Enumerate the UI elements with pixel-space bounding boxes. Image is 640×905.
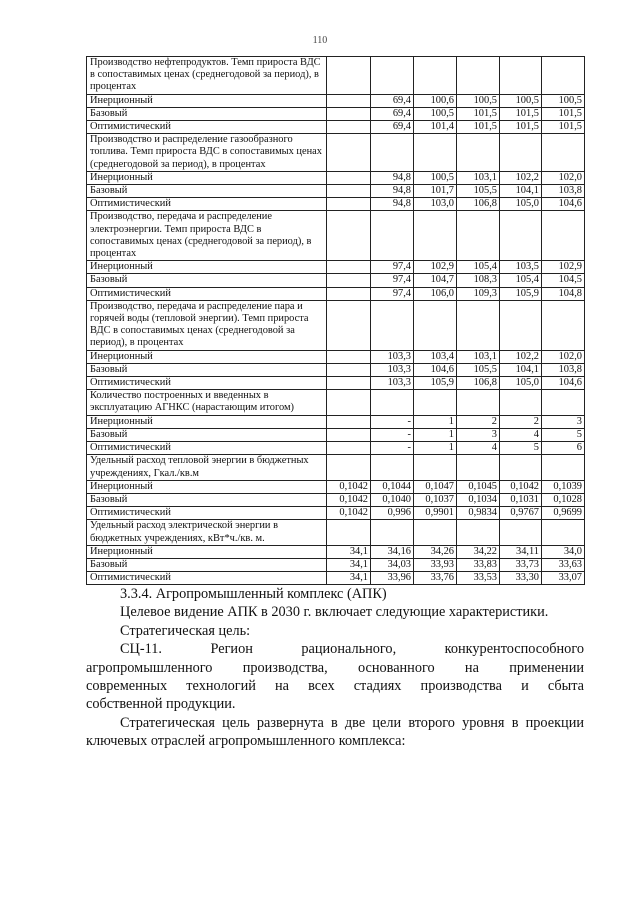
table-row — [87, 572, 585, 585]
value-cell: 103,1 — [457, 171, 500, 184]
value-cell: 101,4 — [414, 121, 457, 134]
value-cell: 102,2 — [500, 171, 542, 184]
intro-paragraph: Целевое видение АПК в 2030 г. включает следующие характеристики. — [120, 604, 549, 621]
value-cell: 101,5 — [542, 107, 585, 120]
empty-cell — [500, 211, 542, 261]
value-cell: - — [371, 415, 414, 428]
value-cell: 0,1042 — [327, 480, 371, 493]
value-cell: 34,11 — [500, 545, 542, 558]
section-heading: 3.3.4. Агропромышленный комплекс (АПК) — [120, 586, 387, 602]
table-row — [87, 363, 585, 376]
value-cell: 1 — [414, 415, 457, 428]
value-cell: 33,53 — [457, 572, 500, 585]
section-header-row — [87, 300, 585, 350]
row-label: Оптимистический — [87, 442, 327, 455]
value-cell: 1 — [414, 442, 457, 455]
value-cell: 6 — [542, 442, 585, 455]
value-cell: 94,8 — [371, 171, 414, 184]
value-cell: 104,6 — [542, 377, 585, 390]
row-label: Базовый — [87, 274, 327, 287]
value-cell: 105,0 — [500, 198, 542, 211]
section-header: Производство, передача и распределение электроэнергии. Темп прироста ВДС в сопоставимых ценах (среднегодовой за период), в процентах — [87, 211, 327, 261]
section-header-row — [87, 211, 585, 261]
value-cell: 0,1045 — [457, 480, 500, 493]
row-label: Инерционный — [87, 480, 327, 493]
value-cell: 5 — [542, 428, 585, 441]
value-cell: 106,8 — [457, 198, 500, 211]
value-cell: 102,2 — [500, 350, 542, 363]
section-header: Производство, передача и распределение пара и горячей воды (тепловой энергии). Темп прироста ВДС в сопоставимых ценах (среднегодовой за период), в процентах — [87, 300, 327, 350]
table-row — [87, 415, 585, 428]
value-cell: 103,0 — [414, 198, 457, 211]
value-cell: 104,7 — [414, 274, 457, 287]
value-cell: 69,4 — [371, 121, 414, 134]
empty-cell — [457, 57, 500, 95]
value-cell: 34,1 — [327, 545, 371, 558]
empty-cell — [542, 390, 585, 415]
value-cell: 0,9834 — [457, 507, 500, 520]
section-header-row — [87, 520, 585, 545]
empty-cell — [327, 390, 371, 415]
value-cell: 106,8 — [457, 377, 500, 390]
value-cell — [327, 261, 371, 274]
row-label: Оптимистический — [87, 377, 327, 390]
empty-cell — [500, 455, 542, 480]
value-cell: 104,6 — [414, 363, 457, 376]
value-cell: 34,26 — [414, 545, 457, 558]
value-cell — [327, 415, 371, 428]
value-cell: 0,1040 — [371, 493, 414, 506]
empty-cell — [414, 134, 457, 172]
empty-cell — [327, 455, 371, 480]
row-label: Инерционный — [87, 350, 327, 363]
value-cell: 33,76 — [414, 572, 457, 585]
table-row — [87, 121, 585, 134]
value-cell: 104,1 — [500, 363, 542, 376]
value-cell — [327, 121, 371, 134]
value-cell: 102,0 — [542, 350, 585, 363]
body-text — [86, 585, 584, 751]
empty-cell — [500, 390, 542, 415]
empty-cell — [457, 211, 500, 261]
empty-cell — [457, 455, 500, 480]
value-cell: 33,30 — [500, 572, 542, 585]
row-label: Базовый — [87, 558, 327, 571]
value-cell: 105,9 — [500, 287, 542, 300]
value-cell: 0,1047 — [414, 480, 457, 493]
value-cell: 33,83 — [457, 558, 500, 571]
value-cell: 33,73 — [500, 558, 542, 571]
section-header-row — [87, 455, 585, 480]
value-cell — [327, 107, 371, 120]
row-label: Базовый — [87, 363, 327, 376]
empty-cell — [371, 134, 414, 172]
empty-cell — [414, 57, 457, 95]
value-cell: 104,8 — [542, 287, 585, 300]
value-cell: 100,5 — [414, 171, 457, 184]
table-row — [87, 198, 585, 211]
section-header-row — [87, 134, 585, 172]
value-cell — [327, 350, 371, 363]
value-cell: 103,4 — [414, 350, 457, 363]
empty-cell — [414, 390, 457, 415]
value-cell: 101,5 — [457, 107, 500, 120]
section-header: Производство нефтепродуктов. Темп прироста ВДС в сопоставимых ценах (среднегодовой за период), в процентах — [87, 57, 327, 95]
row-label: Оптимистический — [87, 287, 327, 300]
empty-cell — [457, 520, 500, 545]
empty-cell — [500, 520, 542, 545]
row-label: Базовый — [87, 185, 327, 198]
value-cell: 3 — [457, 428, 500, 441]
value-cell: 1 — [414, 428, 457, 441]
empty-cell — [327, 57, 371, 95]
empty-cell — [542, 57, 585, 95]
value-cell — [327, 198, 371, 211]
value-cell: 0,1044 — [371, 480, 414, 493]
value-cell: 100,5 — [542, 94, 585, 107]
value-cell: - — [371, 442, 414, 455]
empty-cell — [542, 211, 585, 261]
section-header: Производство и распределение газообразного топлива. Темп прироста ВДС в сопоставимых ценах (среднегодовой за период), в процентах — [87, 134, 327, 172]
value-cell: 105,4 — [500, 274, 542, 287]
table-row — [87, 107, 585, 120]
value-cell: 103,1 — [457, 350, 500, 363]
value-cell: 97,4 — [371, 261, 414, 274]
row-label: Базовый — [87, 428, 327, 441]
empty-cell — [542, 300, 585, 350]
empty-cell — [327, 134, 371, 172]
empty-cell — [414, 211, 457, 261]
row-label: Оптимистический — [87, 198, 327, 211]
value-cell: 0,9901 — [414, 507, 457, 520]
value-cell: 2 — [500, 415, 542, 428]
page-number: 110 — [312, 35, 328, 46]
value-cell: 102,0 — [542, 171, 585, 184]
value-cell: 101,5 — [500, 121, 542, 134]
table-row — [87, 274, 585, 287]
value-cell — [327, 377, 371, 390]
section-header-row — [87, 57, 585, 95]
table-body — [87, 57, 585, 585]
empty-cell — [371, 300, 414, 350]
empty-cell — [327, 300, 371, 350]
value-cell: 105,9 — [414, 377, 457, 390]
empty-cell — [371, 211, 414, 261]
value-cell: 0,1039 — [542, 480, 585, 493]
value-cell: 3 — [542, 415, 585, 428]
section-header: Удельный расход тепловой энергии в бюджетных учреждениях, Гкал./кв.м — [87, 455, 327, 480]
value-cell: - — [371, 428, 414, 441]
table-row — [87, 493, 585, 506]
goal-line-4: собственной продукции. — [86, 696, 236, 713]
value-cell: 97,4 — [371, 287, 414, 300]
value-cell: 101,5 — [457, 121, 500, 134]
value-cell: 101,5 — [500, 107, 542, 120]
value-cell: 0,1042 — [500, 480, 542, 493]
row-label: Оптимистический — [87, 121, 327, 134]
value-cell: 0,1042 — [327, 493, 371, 506]
value-cell — [327, 171, 371, 184]
value-cell: 103,5 — [500, 261, 542, 274]
value-cell: 34,22 — [457, 545, 500, 558]
value-cell: 105,0 — [500, 377, 542, 390]
value-cell: 0,1031 — [500, 493, 542, 506]
table-row — [87, 261, 585, 274]
empty-cell — [542, 455, 585, 480]
value-cell: 34,1 — [327, 558, 371, 571]
section-header-row — [87, 390, 585, 415]
value-cell: 105,5 — [457, 185, 500, 198]
value-cell: 100,5 — [457, 94, 500, 107]
value-cell: 0,9699 — [542, 507, 585, 520]
value-cell: 101,5 — [542, 121, 585, 134]
row-label: Инерционный — [87, 171, 327, 184]
value-cell: 103,3 — [371, 363, 414, 376]
value-cell: 103,8 — [542, 363, 585, 376]
value-cell — [327, 442, 371, 455]
table-row — [87, 94, 585, 107]
value-cell: 4 — [500, 428, 542, 441]
section-header: Количество построенных и введенных в эксплуатацию АГНКС (нарастающим итогом) — [87, 390, 327, 415]
row-label: Базовый — [87, 107, 327, 120]
goal-line-3: современных технологий на всех стадиях производства и сбыта — [86, 678, 584, 695]
value-cell: 104,5 — [542, 274, 585, 287]
value-cell: 100,6 — [414, 94, 457, 107]
value-cell — [327, 428, 371, 441]
row-label: Оптимистический — [87, 507, 327, 520]
empty-cell — [457, 390, 500, 415]
indicators-table — [86, 56, 585, 585]
value-cell: 100,5 — [500, 94, 542, 107]
table-row — [87, 558, 585, 571]
empty-cell — [500, 57, 542, 95]
value-cell: 4 — [457, 442, 500, 455]
value-cell: 0,1042 — [327, 507, 371, 520]
value-cell: 105,4 — [457, 261, 500, 274]
empty-cell — [327, 211, 371, 261]
table-row — [87, 442, 585, 455]
value-cell: 104,6 — [542, 198, 585, 211]
value-cell: 108,3 — [457, 274, 500, 287]
value-cell: 97,4 — [371, 274, 414, 287]
value-cell: 0,1037 — [414, 493, 457, 506]
goal-line-1: СЦ-11. Регион рационального, конкурентоспособного — [120, 641, 584, 658]
value-cell: 69,4 — [371, 94, 414, 107]
table-row — [87, 350, 585, 363]
table-row — [87, 171, 585, 184]
table-row — [87, 480, 585, 493]
value-cell: 106,0 — [414, 287, 457, 300]
row-label: Инерционный — [87, 545, 327, 558]
value-cell: 34,16 — [371, 545, 414, 558]
value-cell: 0,9767 — [500, 507, 542, 520]
empty-cell — [414, 300, 457, 350]
empty-cell — [457, 300, 500, 350]
value-cell — [327, 274, 371, 287]
value-cell: 103,3 — [371, 350, 414, 363]
value-cell: 94,8 — [371, 185, 414, 198]
value-cell: 0,996 — [371, 507, 414, 520]
table-row — [87, 377, 585, 390]
empty-cell — [371, 520, 414, 545]
value-cell: 33,93 — [414, 558, 457, 571]
value-cell: 69,4 — [371, 107, 414, 120]
value-cell: 104,1 — [500, 185, 542, 198]
value-cell: 0,1034 — [457, 493, 500, 506]
value-cell: 33,63 — [542, 558, 585, 571]
table-row — [87, 287, 585, 300]
empty-cell — [500, 300, 542, 350]
value-cell: 102,9 — [542, 261, 585, 274]
table-row — [87, 507, 585, 520]
goal-line-2: агропромышленного производства, основанного на применении — [86, 659, 584, 676]
empty-cell — [457, 134, 500, 172]
value-cell: 100,5 — [414, 107, 457, 120]
empty-cell — [542, 134, 585, 172]
value-cell: 105,5 — [457, 363, 500, 376]
value-cell: 102,9 — [414, 261, 457, 274]
table-row — [87, 185, 585, 198]
value-cell: 34,0 — [542, 545, 585, 558]
value-cell: 33,07 — [542, 572, 585, 585]
row-label: Оптимистический — [87, 572, 327, 585]
row-label: Инерционный — [87, 94, 327, 107]
empty-cell — [327, 520, 371, 545]
empty-cell — [371, 390, 414, 415]
value-cell: 103,3 — [371, 377, 414, 390]
value-cell: 101,7 — [414, 185, 457, 198]
value-cell: 33,96 — [371, 572, 414, 585]
row-label: Базовый — [87, 493, 327, 506]
row-label: Инерционный — [87, 415, 327, 428]
value-cell — [327, 287, 371, 300]
value-cell: 94,8 — [371, 198, 414, 211]
empty-cell — [371, 57, 414, 95]
value-cell: 2 — [457, 415, 500, 428]
value-cell: 109,3 — [457, 287, 500, 300]
value-cell — [327, 363, 371, 376]
value-cell — [327, 94, 371, 107]
empty-cell — [414, 520, 457, 545]
goal-label: Стратегическая цель: — [120, 622, 251, 639]
value-cell: 34,03 — [371, 558, 414, 571]
empty-cell — [371, 455, 414, 480]
conclusion-paragraph: Стратегическая цель развернута в две цели второго уровня в проекции ключевых отраслей агропромышленного комплекса: — [86, 714, 584, 750]
value-cell: 5 — [500, 442, 542, 455]
row-label: Инерционный — [87, 261, 327, 274]
empty-cell — [414, 455, 457, 480]
value-cell: 34,1 — [327, 572, 371, 585]
section-header: Удельный расход электрической энергии в бюджетных учреждениях, кВт*ч./кв. м. — [87, 520, 327, 545]
value-cell: 0,1028 — [542, 493, 585, 506]
empty-cell — [542, 520, 585, 545]
value-cell: 103,8 — [542, 185, 585, 198]
value-cell — [327, 185, 371, 198]
empty-cell — [500, 134, 542, 172]
table-row — [87, 545, 585, 558]
table-row — [87, 428, 585, 441]
